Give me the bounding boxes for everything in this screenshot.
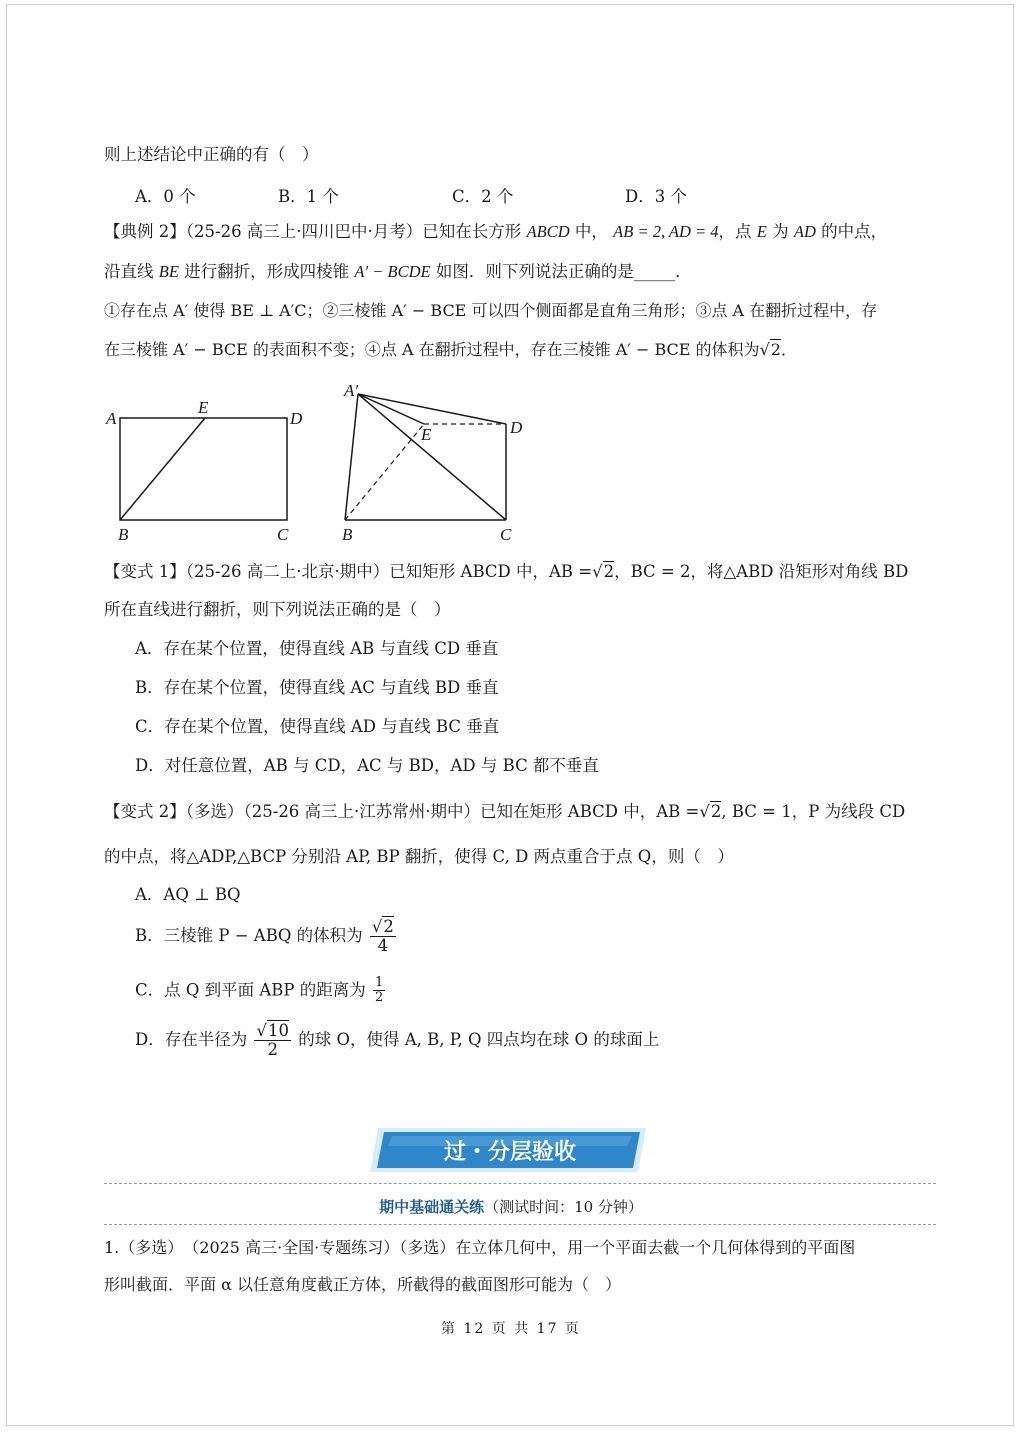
variant2-line1: 【变式 2】（多选）（25-26 高三上·江苏常州·期中）已知在矩形 ABCD 中，AB =√2, BC = 1，P 为线段 CD	[104, 802, 906, 821]
banner-text: 过・分层验收	[443, 1140, 577, 1165]
variant1-line1: 【变式 1】（25-26 高二上·北京·期中）已知矩形 ABCD 中，AB =√2，BC = 2，将△ABD 沿矩形对角线 BD	[104, 562, 909, 581]
variant2-line2: 的中点，将△ADP,△BCP 分别沿 AP, BP 翻折，使得 C, D 两点重合于点 Q，则（ ）	[104, 847, 734, 866]
option-a: A．0 个	[135, 187, 196, 206]
variant1-option-b: B．存在某个位置，使得直线 AC 与直线 BD 垂直	[135, 678, 499, 697]
q1-line2: 形叫截面．平面 α 以任意角度截正方体，所截得的截面图形可能为（ ）	[104, 1275, 621, 1294]
rect-abcd	[120, 418, 287, 520]
fraction-half: $\frac{1}{2}$	[375, 975, 384, 1006]
variant1-option-a: A．存在某个位置，使得直线 AB 与直线 CD 垂直	[135, 639, 499, 658]
edge-ae	[358, 394, 424, 424]
figure-pyramid	[342, 381, 523, 544]
example2-line1: 【典例 2】（25-26 高三上·四川巴中·月考）已知在长方形 ABCD 中， AB = 2, AD = 4，点 E 为 AD 的中点，	[104, 222, 888, 241]
example2-figures	[100, 380, 540, 550]
example2-line3: ①存在点 A′ 使得 BE ⊥ A′C；②三棱锥 A′ − BCE 可以四个侧面都是直角三角形；③点 A 在翻折过程中，存	[104, 301, 878, 320]
edge-ab	[345, 394, 358, 520]
variant2-option-d: D．存在半径为 $\frac{√10}{2}$ 的球 O，使得 A, B, P, Q 四点均在球 O 的球面上	[135, 1021, 660, 1060]
option-d: D．3 个	[625, 187, 687, 206]
figure-rectangle	[105, 398, 303, 544]
label-e2: E	[421, 425, 432, 444]
example2-tag: 【典例 2】	[104, 222, 186, 241]
label-d2: D	[510, 418, 523, 437]
label-c2: C	[500, 525, 512, 544]
label-a-prime: A′	[344, 381, 359, 400]
variant2-option-a: A．AQ ⊥ BQ	[135, 885, 241, 904]
edge-ac	[358, 394, 506, 520]
example2-line4: 在三棱锥 A′ − BCE 的表面积不变；④点 A 在翻折过程中，存在三棱锥 A′ − BCE 的体积为√2．	[104, 340, 797, 359]
question-stem: 则上述结论中正确的有（ ）	[104, 145, 319, 164]
label-b: B	[118, 525, 129, 544]
fraction-sqrt10-over-2: $\frac{√10}{2}$	[256, 1021, 289, 1060]
section-title: 期中基础通关练（测试时间：10 分钟）	[379, 1198, 643, 1216]
label-e: E	[198, 398, 209, 417]
answer-blank: _____	[633, 262, 676, 281]
example2-line2: 沿直线 BE 进行翻折，形成四棱锥 A′ − BCDE 如图．则下列说法正确的是_____．	[104, 262, 692, 281]
label-a: A	[106, 409, 117, 428]
variant1-option-d: D．对任意位置，AB 与 CD，AC 与 BD，AD 与 BC 都不垂直	[135, 756, 599, 775]
page-footer: 第 12 页 共 17 页	[441, 1321, 581, 1337]
option-b: B．1 个	[278, 187, 339, 206]
divider-top	[104, 1183, 936, 1184]
option-c: C．2 个	[452, 187, 514, 206]
label-c: C	[277, 525, 289, 544]
edge-ad	[358, 394, 506, 424]
variant2-option-c: C．点 Q 到平面 ABP 的距离为 $\frac{1}{2}$	[135, 975, 384, 1006]
edge-be-hidden	[345, 424, 424, 520]
label-d: D	[290, 409, 303, 428]
variant1-line2: 所在直线进行翻折，则下列说法正确的是（ ）	[104, 600, 451, 619]
segment-be	[120, 418, 205, 520]
variant1-option-c: C．存在某个位置，使得直线 AD 与直线 BC 垂直	[135, 717, 500, 736]
section-banner	[370, 1124, 650, 1176]
divider-bottom	[104, 1224, 936, 1225]
label-b2: B	[342, 525, 353, 544]
q1-line1: 1.（多选） （2025 高三·全国·专题练习）（多选）在立体几何中，用一个平面去截一个几何体得到的平面图	[104, 1238, 856, 1257]
fraction-sqrt2-over-4: $\frac{√2}{4}$	[371, 917, 394, 956]
variant2-option-b: B．三棱锥 P − ABQ 的体积为 $\frac{√2}{4}$	[135, 917, 394, 956]
